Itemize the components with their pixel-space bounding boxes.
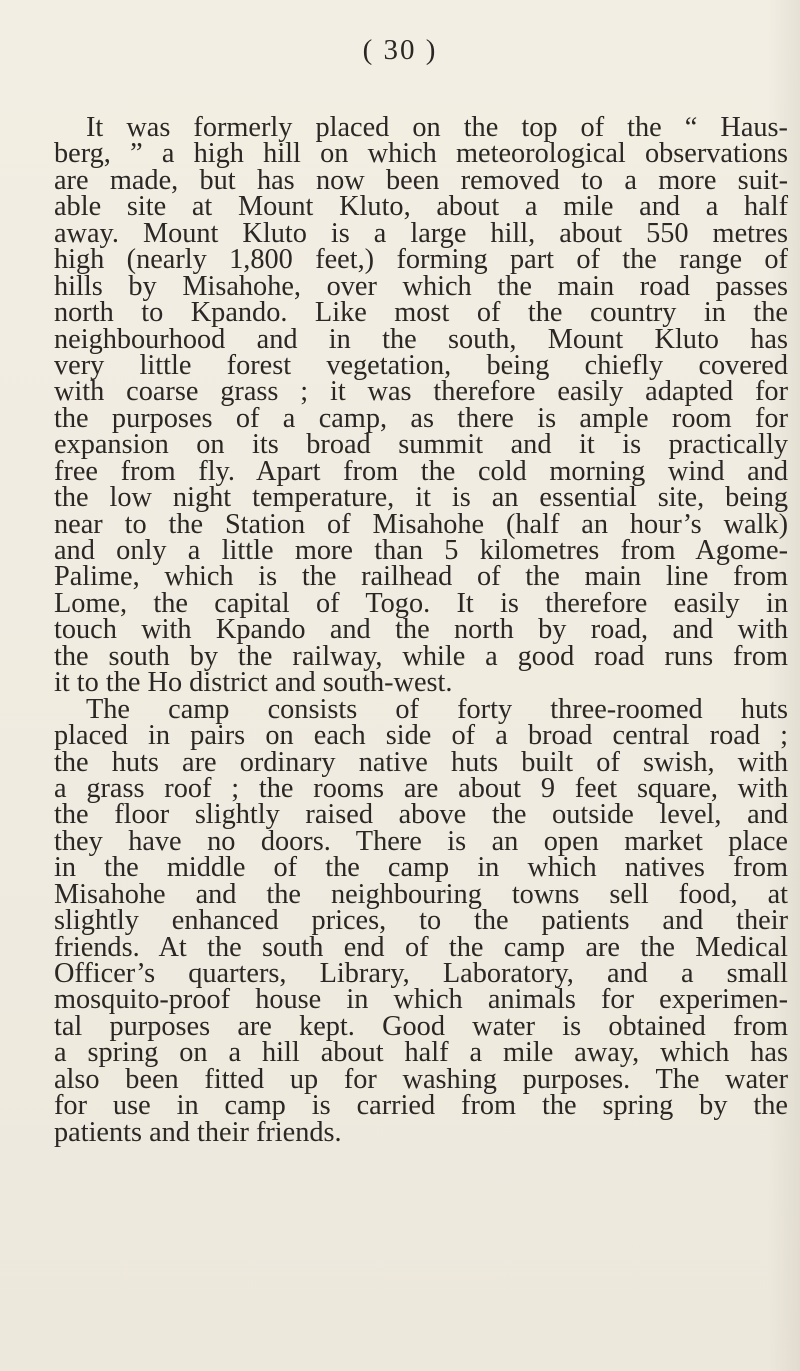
text-line: the purposes of a camp, as there is ample room for xyxy=(54,402,788,434)
text-line: a grass roof ; the rooms are about 9 feet square, with xyxy=(54,772,788,804)
paragraph-1 xyxy=(54,112,788,699)
text-line: in the middle of the camp in which natives from xyxy=(54,852,788,884)
text-line: near to the Station of Misahohe (half an hour’s walk) xyxy=(54,508,788,540)
text-line: very little forest vegetation, being chiefly covered xyxy=(54,349,788,381)
text-line: The camp consists of forty three-roomed huts xyxy=(86,693,788,725)
text-line: neighbourhood and in the south, Mount Kluto has xyxy=(54,323,788,355)
text-line: expansion on its broad summit and it is practically xyxy=(54,429,788,461)
text-line: patients and their friends. xyxy=(54,1116,342,1148)
text-line: the south by the railway, while a good road runs from xyxy=(54,640,788,672)
text-line: away. Mount Kluto is a large hill, about 550 metres xyxy=(54,217,788,249)
text-line: also been fitted up for washing purposes. The water xyxy=(54,1063,788,1095)
text-line: mosquito-proof house in which animals for experimen- xyxy=(54,984,788,1016)
text-line: with coarse grass ; it was therefore easily adapted for xyxy=(54,376,788,408)
page-number: ( 30 ) xyxy=(362,34,438,66)
text-line: free from fly. Apart from the cold morning wind and xyxy=(54,455,788,487)
text-line: the low night temperature, it is an essential site, being xyxy=(54,482,788,514)
text-line: Officer’s quarters, Library, Laboratory, and a small xyxy=(54,958,788,989)
text-line: are made, but has now been removed to a more suit- xyxy=(54,164,788,196)
text-line: placed in pairs on each side of a broad central road ; xyxy=(54,720,788,752)
text-line: able site at Mount Kluto, about a mile and a half xyxy=(54,191,788,223)
paragraph-2 xyxy=(54,693,788,1148)
text-line: hills by Misahohe, over which the main road passes xyxy=(54,270,788,302)
text-line: touch with Kpando and the north by road, and with xyxy=(54,614,788,646)
text-line: It was formerly placed on the top of the “ Haus- xyxy=(86,112,788,143)
text-line: high (nearly 1,800 feet,) forming part of the range of xyxy=(54,244,788,276)
text-line: north to Kpando. Like most of the country in the xyxy=(54,297,788,329)
text-line: tal purposes are kept. Good water is obtained from xyxy=(54,1010,788,1042)
text-line: a spring on a hill about half a mile away, which has xyxy=(54,1037,788,1069)
text-line: Palime, which is the railhead of the main line from xyxy=(54,561,788,593)
text-line: slightly enhanced prices, to the patients and their xyxy=(54,905,788,937)
text-line: Lome, the capital of Togo. It is therefore easily in xyxy=(54,587,788,619)
text-line: for use in camp is carried from the spring by the xyxy=(54,1090,788,1122)
text-line: friends. At the south end of the camp are the Medical xyxy=(54,931,788,963)
text-line: they have no doors. There is an open market place xyxy=(54,825,788,857)
text-line: berg, ” a high hill on which meteorological observations xyxy=(54,138,788,170)
text-line: Misahohe and the neighbouring towns sell food, at xyxy=(54,878,788,910)
body-text xyxy=(54,112,788,1148)
text-line: the floor slightly raised above the outside level, and xyxy=(54,799,788,831)
text-line: the huts are ordinary native huts built of swish, with xyxy=(54,746,788,778)
text-line: it to the Ho district and south-west. xyxy=(54,667,453,699)
text-line: and only a little more than 5 kilometres from Agome- xyxy=(54,535,788,566)
